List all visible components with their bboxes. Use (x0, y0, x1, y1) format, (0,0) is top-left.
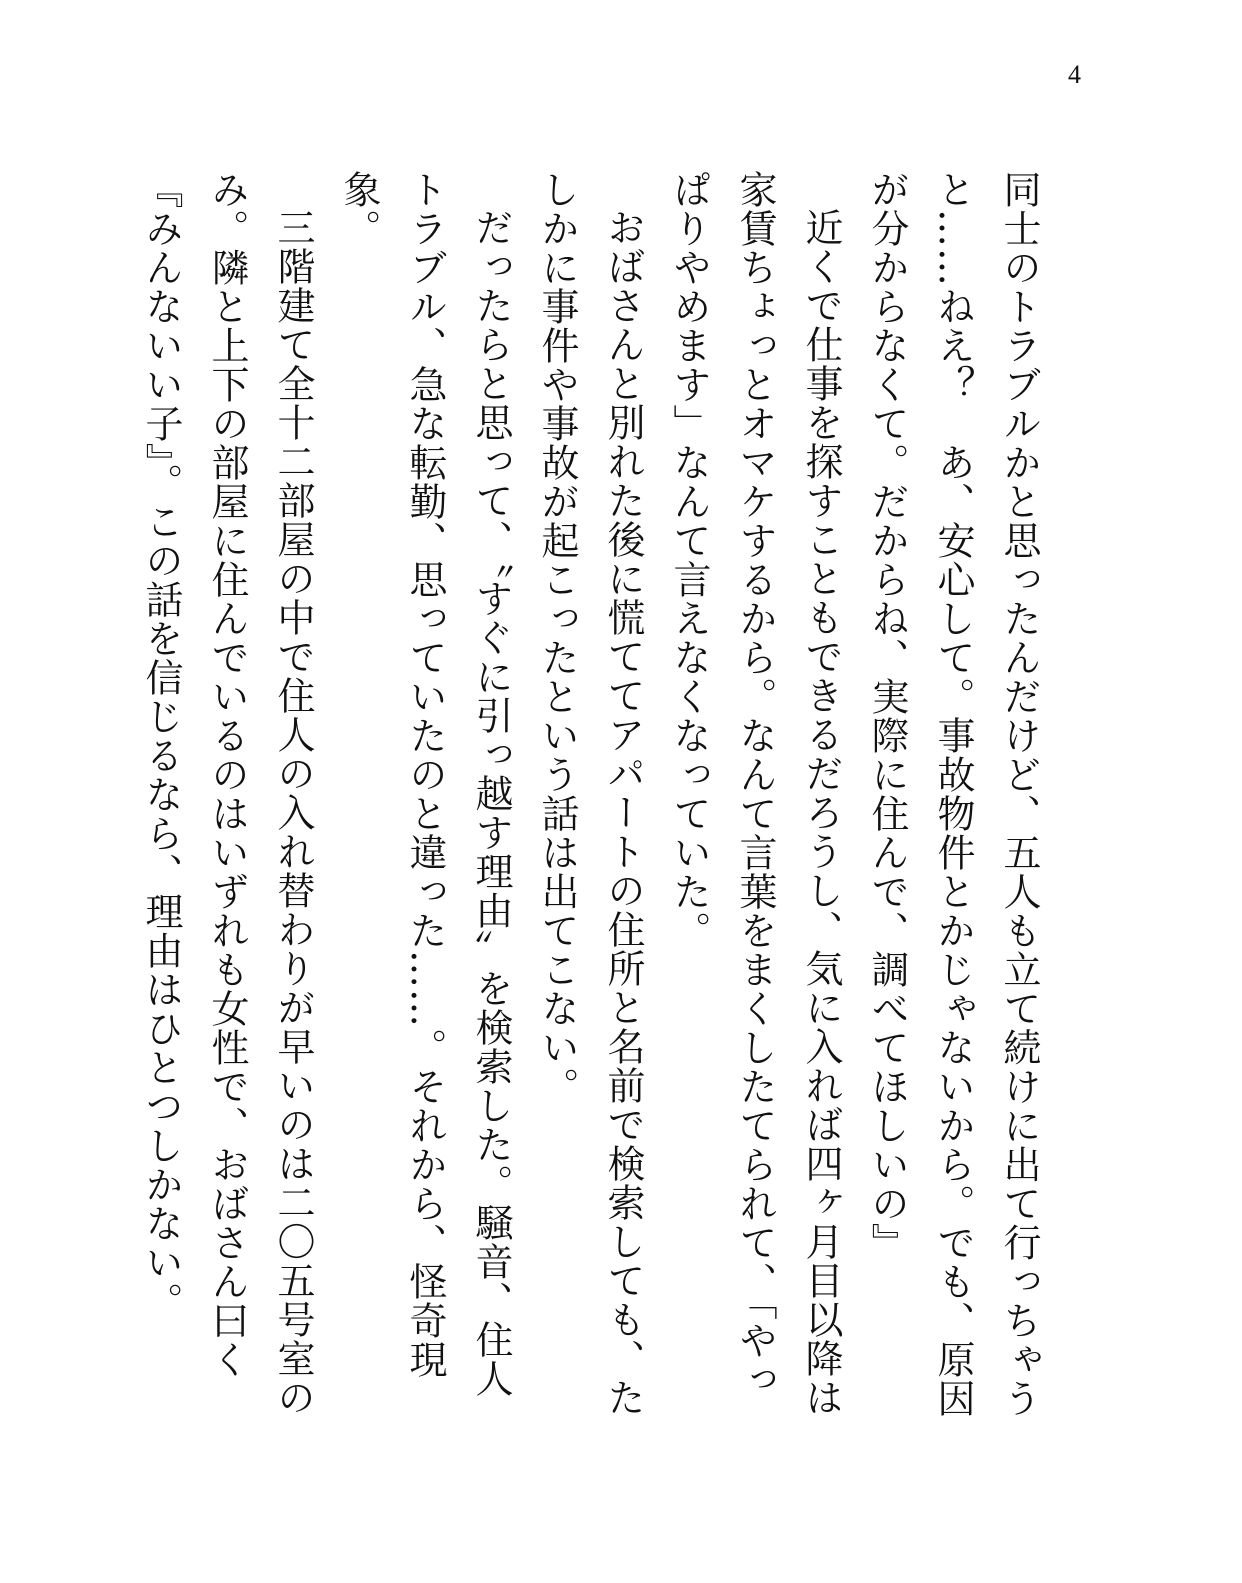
page-number: 4 (1068, 60, 1081, 89)
body-text (128, 170, 1052, 1430)
paragraph: おばさんと別れた後に慌ててアパートの住所と名前で検索しても、たしかに事件や事故が起こったという話は出てこない。 (535, 170, 645, 1417)
paragraph: だったらと思って、〝すぐに引っ越す理由〟を検索した。騒音、住人トラブル、急な転勤、思っていたのと違った……。それから、怪奇現象。 (337, 170, 513, 1398)
paragraph: 三階建て全十二部屋の中で住人の入れ替わりが早いのは二〇五号室のみ。隣と上下の部屋に住んでいるのはいずれも女性で、おばさん曰く『みんないい子』。この話を信じるなら、理由はひとつしかない。 (139, 170, 315, 1417)
paragraph: 近くで仕事を探すこともできるだろうし、気に入れば四ヶ月目以降は家賃ちょっとオマケするから。なんて言葉をまくしたてられて、「やっぱりやめます」なんて言えなくなっていた。 (667, 170, 843, 1417)
paragraph: 同士のトラブルかと思ったんだけど、五人も立て続けに出て行っちゃうと……ねえ？ あ、安心して。事故物件とかじゃないから。でも、原因が分からなくて。だからね、実際に住んで、調べてほしいの』 (865, 170, 1041, 1418)
